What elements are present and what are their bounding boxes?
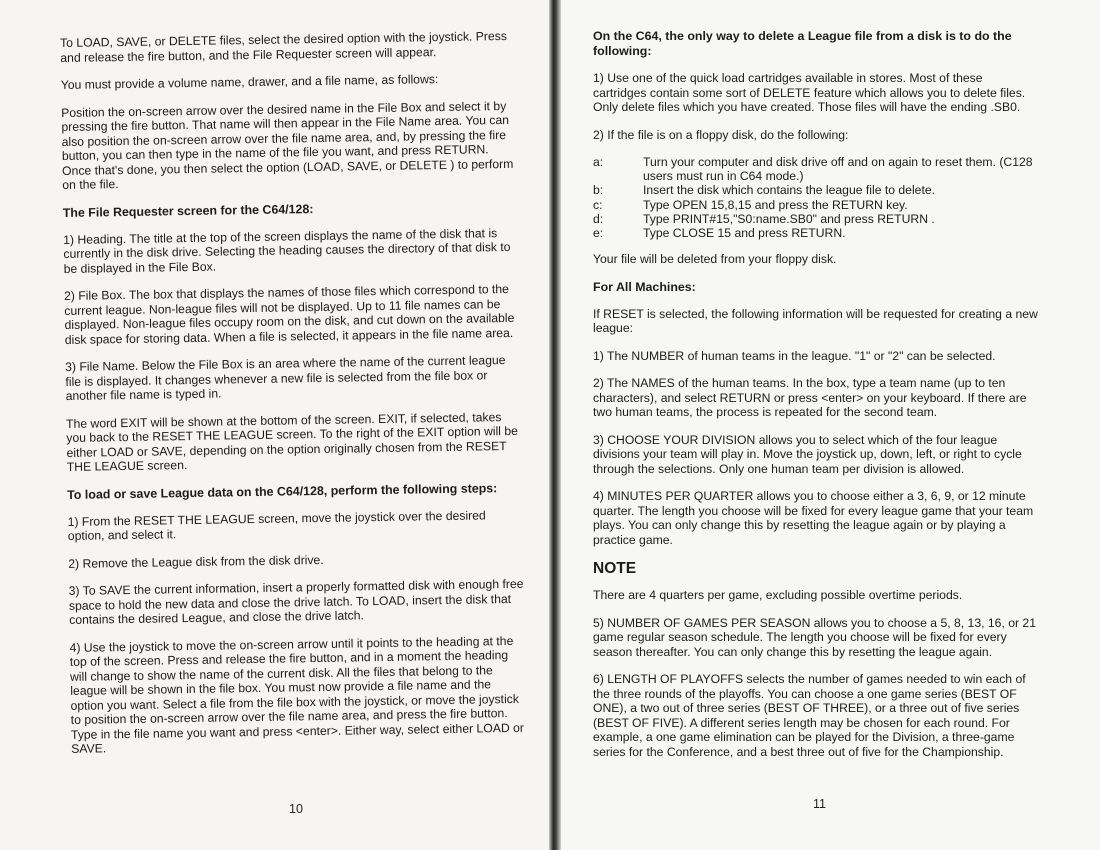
paragraph-position-arrow: Position the on-screen arrow over the desired name in the File Box and select it by pressing the fire button. That name will then appear in the File Name area. You can also position the on-screen arrow over the file name area, and, by pressing the fire button, you can then type in the name of the file you want, and press RETURN. Once that's done, you then select the option (LOAD, SAVE, or DELETE ) to perform on the file. <box>61 98 514 192</box>
paragraph-heading: 1) Heading. The title at the top of the screen displays the name of the disk that is currently in the disk drive. Selecting the heading causes the directory of that disk to be displayed in the File Box. <box>63 225 511 276</box>
paragraph-number-teams: 1) The NUMBER of human teams in the league. "1" or "2" can be selected. <box>593 348 996 363</box>
step-letter: d: <box>593 211 604 226</box>
paragraph-step-4: 4) Use the joystick to move the on-screen arrow until it points to the heading at the top of the screen. Press and release the fire button, and in a moment the heading will change to show the name of the current disk. All the files that belong to the league will be shown in the file box. You must now provide a file name and the option you want. Select a file from the file box with the joystick, or move the joystick to position the on-screen arrow over the file name area, and press the fire button. Type in the file name you want and press <enter>. Either way, select either LOAD or SAVE. <box>69 633 525 756</box>
page-number-right: 11 <box>813 797 826 811</box>
step-text: Turn your computer and disk drive off and on again to reset them. (C128 users must run in C64 mode.) <box>643 155 1033 184</box>
delete-step-e <box>593 226 1039 240</box>
paragraph-load-save-delete: To LOAD, SAVE, or DELETE files, select the desired option with the joystick. Press and release the fire button, and the File Requester screen will appear. <box>60 28 508 65</box>
paragraph-reset: If RESET is selected, the following information will be requested for creating a new league: <box>593 306 1038 336</box>
delete-step-a <box>593 155 1039 183</box>
left-page <box>0 0 549 850</box>
paragraph-games-per-season: 5) NUMBER OF GAMES PER SEASON allows you to choose a 5, 8, 13, 16, or 21 game regular season schedule. The length you choose will be fixed for every season thereafter. You can only change this by resetting the league again. <box>593 615 1036 659</box>
step-letter: a: <box>593 155 604 169</box>
page-number-left: 10 <box>289 802 303 816</box>
paragraph-quick-load: 1) Use one of the quick load cartridges available in stores. Most of these cartridges contain some sort of DELETE feature which allows you to delete files. Only delete files which you have created. Those files will have the ending .SB0. <box>593 71 1026 114</box>
delete-steps-list <box>593 155 1039 240</box>
paragraph-file-deleted: Your file will be deleted from your floppy disk. <box>593 252 837 267</box>
paragraph-step-2: 2) Remove the League disk from the disk drive. <box>68 552 324 571</box>
right-page-column <box>593 29 1039 772</box>
paragraph-quarters: There are 4 quarters per game, excluding possible overtime periods. <box>593 588 963 603</box>
step-text: Type PRINT#15,"S0:name.SB0" and press RETURN . <box>643 211 935 226</box>
delete-step-d <box>593 212 1039 226</box>
paragraph-playoffs: 6) LENGTH OF PLAYOFFS selects the number of games needed to win each of the three rounds of the playoffs. You can choose a one game series (BEST OF ONE), a two out of three series (BEST OF THREE), or a three out of five series (BEST OF FIVE). A different series length may be chosen for each round. For example, a one game elimination can be played for the Division, a three-game series for the Conference, and a best three out of five for the Championship. <box>593 672 1026 759</box>
step-text: Insert the disk which contains the league file to delete. <box>643 183 936 198</box>
step-text: Type OPEN 15,8,15 and press the RETURN key. <box>643 197 908 212</box>
paragraph-division: 3) CHOOSE YOUR DIVISION allows you to select which of the four league divisions your team will play in. Move the joystick up, down, left, or right to cycle through the selections. Only one human team per division is allowed. <box>593 432 1022 476</box>
book-gutter <box>549 0 561 850</box>
heading-c64-delete: On the C64, the only way to delete a League file from a disk is to do the following: <box>593 29 1012 58</box>
heading-all-machines: For All Machines: <box>593 279 696 294</box>
paragraph-step-3: 3) To SAVE the current information, insert a properly formatted disk with enough free space to hold the new data and close the drive latch. To LOAD, insert the disk that contains the desired League, and close the drive latch. <box>68 576 524 627</box>
step-letter: c: <box>593 197 603 212</box>
paragraph-file-name: 3) File Name. Below the File Box is an area where the name of the current league file is displayed. It changes whenever a new file is selected from the file box or another file name is typed in. <box>65 353 506 403</box>
note-heading: NOTE <box>593 560 637 578</box>
step-letter: b: <box>593 183 604 198</box>
step-text: Type CLOSE 15 and press RETURN. <box>643 226 846 241</box>
left-page-column <box>60 29 526 770</box>
paragraph-floppy: 2) If the file is on a floppy disk, do the following: <box>593 127 849 142</box>
paragraph-volume-name: You must provide a volume name, drawer, and a file name, as follows: <box>60 72 439 92</box>
heading-file-requester: The File Requester screen for the C64/128: <box>62 201 314 220</box>
delete-step-b <box>593 183 1039 197</box>
right-page <box>561 0 1100 850</box>
paragraph-exit: The word EXIT will be shown at the bottom of the screen. EXIT, if selected, takes you back to the RESET THE LEAGUE screen. To the right of the EXIT option will be either LOAD or SAVE, depending on the option originally chosen from the RESET THE LEAGUE screen. <box>65 409 518 474</box>
heading-load-save-steps: To load or save League data on the C64/128, perform the following steps: <box>67 480 498 502</box>
step-letter: e: <box>593 226 604 241</box>
paragraph-minutes: 4) MINUTES PER QUARTER allows you to choose either a 3, 6, 9, or 12 minute quarter. The length you choose will be fixed for every league game that your team plays. You can only change this by resetting the league again or by playing a practice game. <box>593 489 1034 547</box>
paragraph-step-1: 1) From the RESET THE LEAGUE screen, move the joystick over the desired option, and select it. <box>67 507 486 543</box>
paragraph-file-box: 2) File Box. The box that displays the names of those files which correspond to the current league. Non-league files will not be displayed. Up to 11 file names can be displayed. Non-league files occupy room on the disk, and cut down on the available disk space for storing data. When a file is selected, it appears in the file name area. <box>63 281 515 347</box>
delete-step-c <box>593 198 1039 212</box>
paragraph-team-names: 2) The NAMES of the human teams. In the box, type a team name (up to ten characters), and select RETURN or press <enter> on your keyboard. If there are two human teams, the process is repeated for the second team. <box>593 376 1027 420</box>
